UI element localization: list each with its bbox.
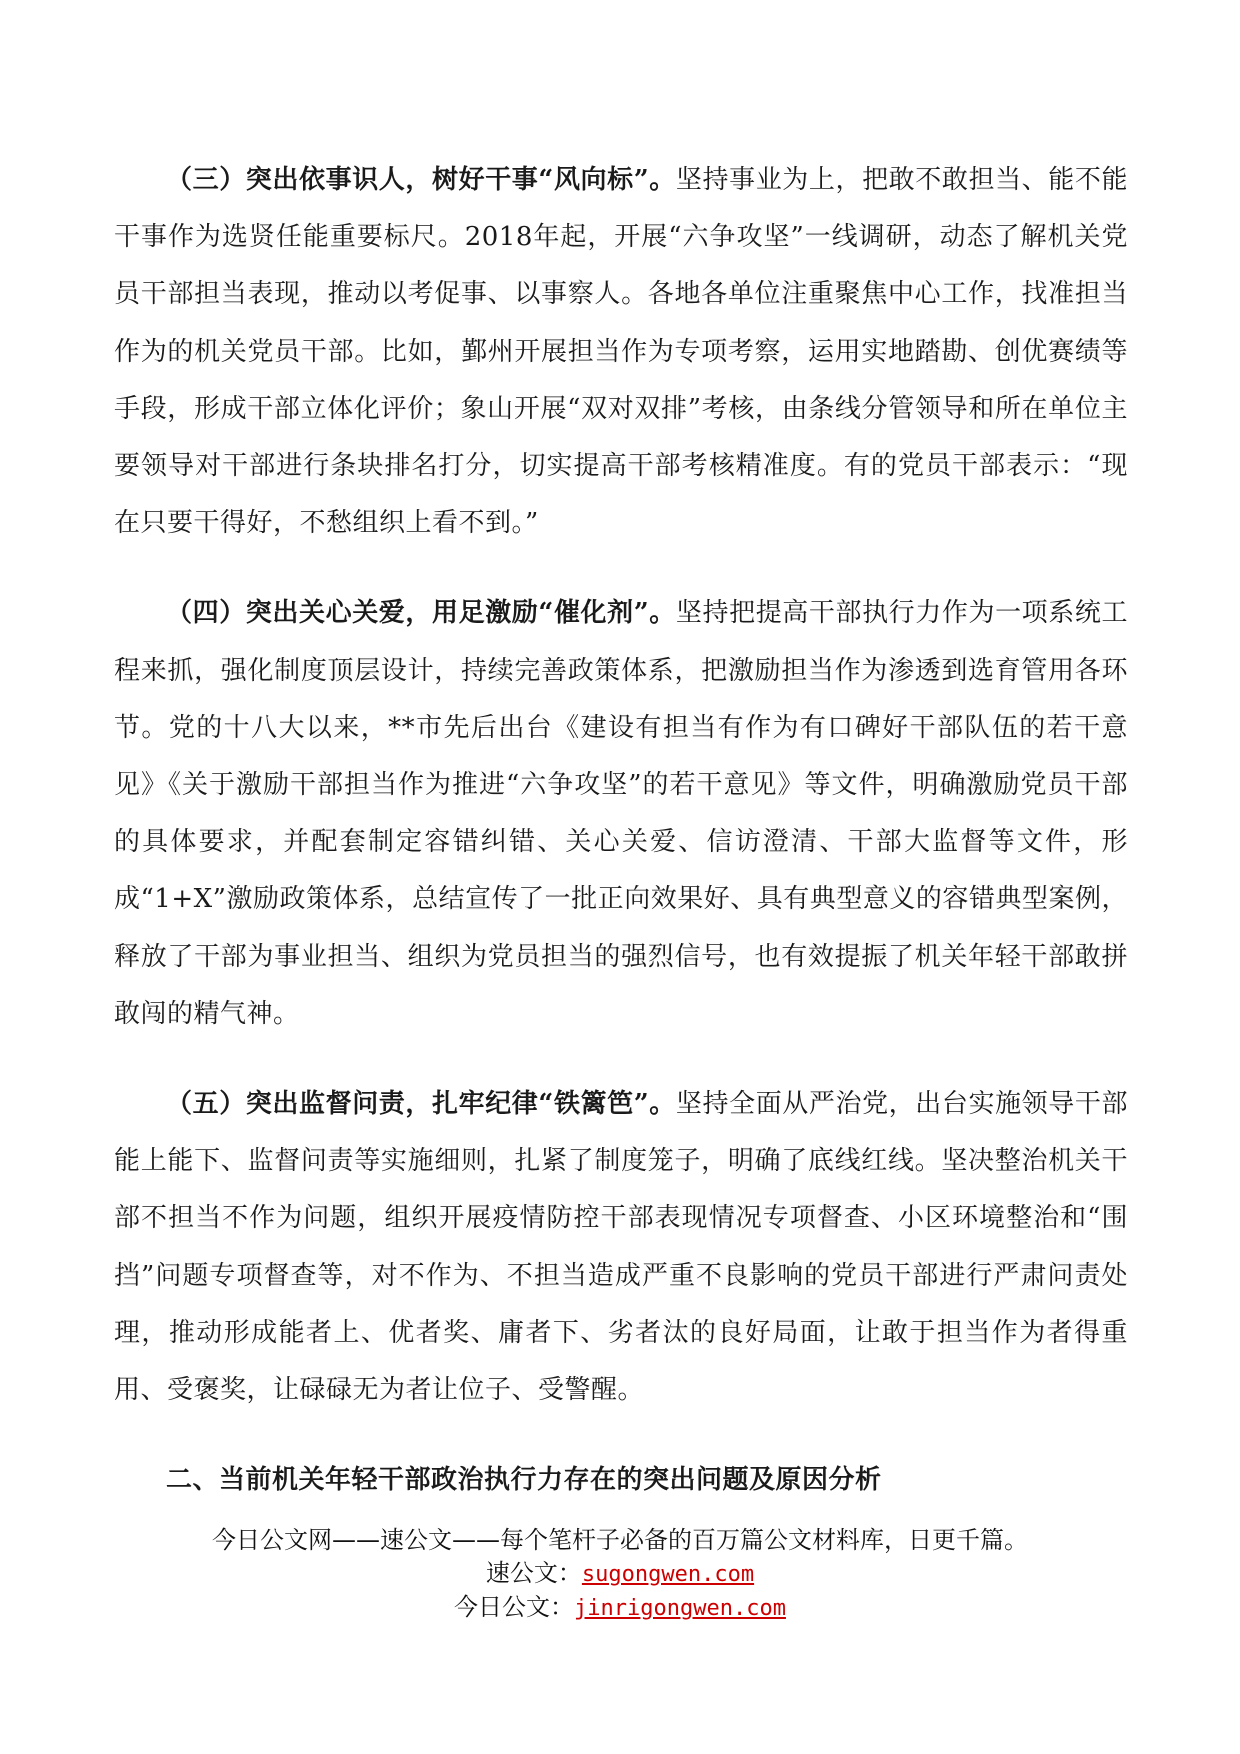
section-five-paragraph — [114, 1076, 1128, 1419]
footer-sugongwen-line — [0, 1557, 1240, 1591]
section-four-paragraph — [114, 585, 1128, 1043]
chapter-two-heading: 二、当前机关年轻干部政治执行力存在的突出问题及原因分析 — [166, 1465, 882, 1496]
sugongwen-link[interactable]: sugongwen.com — [581, 1562, 755, 1587]
jinrigongwen-link[interactable]: jinrigongwen.com — [574, 1596, 786, 1621]
section-three-paragraph — [114, 152, 1128, 552]
footer-jinrigongwen-line — [0, 1591, 1240, 1625]
section-four-lead: （四）突出关心关爱，用足激励“催化剂”。 — [166, 598, 676, 629]
section-three-lead: （三）突出依事识人，树好干事“风向标”。 — [166, 165, 676, 195]
footer-jinrigongwen-label: 今日公文： — [454, 1593, 575, 1621]
section-five-body: 坚持全面从严治党，出台实施领导干部能上能下、监督问责等实施细则，扎紧了制度笼子，明确了底线红线。坚决整治机关干部不担当不作为问题，组织开展疫情防控干部表现情况专项督查、小区环境整治和“围挡”问题专项督查等，对不作为、不担当造成严重不良影响的党员干部进行严肃问责处理，推动形成能者上、优者奖、庸者下、劣者汰的良好局面，让敢于担当作为者得重用、受褒奖，让碌碌无为者让位子、受警醒。 — [114, 1089, 1128, 1406]
section-five-lead: （五）突出监督问责，扎牢纪律“铁篱笆”。 — [166, 1089, 676, 1120]
section-three-body: 坚持事业为上，把敢不敢担当、能不能干事作为选贤任能重要标尺。2018年起，开展“六争攻坚”一线调研，动态了解机关党员干部担当表现，推动以考促事、以事察人。各地各单位注重聚焦中心工作，找准担当作为的机关党员干部。比如，鄞州开展担当作为专项考察，运用实地踏勘、创优赛绩等手段，形成干部立体化评价；象山开展“双对双排”考核，由条线分管领导和所在单位主要领导对干部进行条块排名打分，切实提高干部考核精准度。有的党员干部表示：“现在只要干得好，不愁组织上看不到。” — [114, 165, 1128, 539]
section-four-body: 坚持把提高干部执行力作为一项系统工程来抓，强化制度顶层设计，持续完善政策体系，把激励担当作为渗透到选育管用各环节。党的十八大以来，**市先后出台《建设有担当有作为有口碑好干部队伍的若干意见》《关于激励干部担当作为推进“六争攻坚”的若干意见》等文件，明确激励党员干部的具体要求，并配套制定容错纠错、关心关爱、信访澄清、干部大监督等文件，形成“1+X”激励政策体系，总结宣传了一批正向效果好、具有典型意义的容错典型案例，释放了干部为事业担当、组织为党员担当的强烈信号，也有效提振了机关年轻干部敢拼敢闯的精气神。 — [114, 598, 1128, 1029]
footer-slogan: 今日公文网——速公文——每个笔杆子必备的百万篇公文材料库，日更千篇。 — [212, 1526, 1028, 1554]
footer-banner — [0, 1524, 1240, 1625]
footer-sugongwen-label: 速公文： — [485, 1559, 582, 1587]
